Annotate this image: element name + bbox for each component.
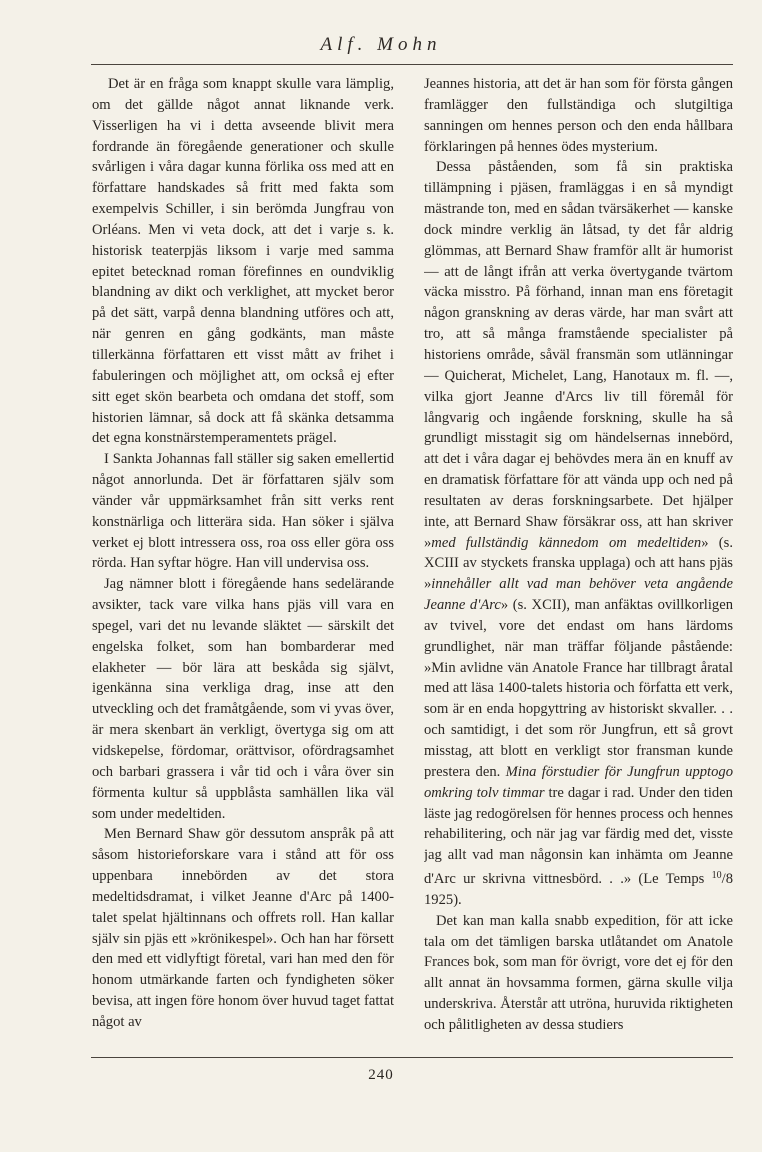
text-run: 1925). bbox=[424, 891, 462, 908]
paragraph: Jeannes historia, att det är han som för första gången framlägger den fullständiga och slutgiltiga sanningen om hennes person och den enda hållbara förklaringen på hennes ödes mysterium. bbox=[424, 76, 733, 155]
date-fraction-den: 8 bbox=[725, 871, 733, 888]
quote-italic: med fullständig kännedom om medeltiden bbox=[431, 534, 702, 551]
page-number: 240 bbox=[368, 1067, 394, 1083]
quote-italic: Mina förstudier för Jungfrun upptogo omkring tolv timmar bbox=[424, 763, 733, 801]
left-column bbox=[92, 74, 394, 1054]
paragraph: Det är en fråga som knappt skulle vara lämplig, om det gällde något annat liknande verk. Visserligen ha vi i detta avseende blivit mera fordrande än föregående generationer och skulle svårligen i våra dagar kunna förlika oss med att en författare handskades så fritt med fakta som exempelvis Schiller, i sin berömda Jungfrau von Orléans. Men vi veta dock, att det i varje s. k. historisk teaterpjäs liksom i varje med samma epitet betecknad roman förefinnes en oundviklig blandning av dikt och verklighet, att mycket beror på det sätt, varpå denna blandning utföres och att, när genren en gång godkänts, man måste tillerkänna författaren ett visst mått av frihet i fabuleringen och möjlighet att, om också ej efter sitt eget skön bearbeta och omdana det stoff, som historien lämnar, så dock att få skänka detsamma det egna konstnärstemperamentets prägel. bbox=[92, 76, 394, 447]
date-fraction-num: 10 bbox=[711, 870, 722, 882]
quote-italic: innehåller allt vad man behöver veta angående Jeanne d'Arc bbox=[424, 576, 733, 614]
paragraph: Men Bernard Shaw gör dessutom anspråk på att såsom historieforskare vara i stånd att för oss uppenbara innebörden av det stora medeltidsdramat, i vilket Jeanne d'Arc på 1400-talet spelat hjältinnans och offrets roll. Han kallar själv sin pjäs ett »krönikespel». Och han har försett den med ett vidlyftigt företal, vari han med den för honom utmärkande farten och fyndigheten söker bevisa, att ingen före honom över huvud taget fattat något av bbox=[92, 826, 394, 1030]
paragraph: Dessa påståenden, som få sin praktiska tillämpning i pjäsen, framläggas i en så myndigt mästrande ton, med en sådan tvärsäkerhet — kanske dock mindre verklig än låtsad, ty det får aldrig glömmas, att Bernard Shaw framför allt är humorist — att de långt ifrån att verka övertygande tvärtom väcka misstro. På förhand, innan man ens företagit någon granskning av deras värde, har man svårt att tro, att så många framstående specialister på historiens område, såväl fransmän som utlänningar — Quicherat, Michelet, Lang, Hanotaux m. fl. —, vilka gjort Jeanne d'Arcs liv till föremål för långvarig och ingående forskning, skulle ha så grundligt misstagit sig om händelsernas innebörd, att det i våra dagar ej behövdes mera än en knuff av en dramatisk författare för att vända upp och ned på resultaten av deras forskningsarbete. Det hjälper inte, att Bernard Shaw försäkrar oss, att han skriver »med fullständig kännedom om medeltiden» (s. XCIII av styckets franska upplaga) och att hans pjäs »innehåller allt vad man behöver veta angående Jeanne d'Arc» (s. XCII), man anfäktas ovillkorligen av tvivel, vore det endast om hans lärdoms grundlighet, när man träffar följande påstående: »Min avlidne vän Anatole France har tillbragt åratal med att läsa 1400-talets historia och författa ett verk, som är en enda hopgyttring av historiskt skvaller. . . och samtidigt, i det som rör Jungfrun, ett så grovt misstag, att blott en verkligt stor fransman kunde prestera den. Mina förstudier för Jungfrun upptogo omkring tolv timmar tre dagar i rad. Under den tiden läste jag redogörelsen för hennes process och hennes rehabilitering, och när jag var färdig med det, visste jag allt vad man någonsin kan inhämta om Jeanne d'Arc ur skrivna vittnesbörd. . .» (Le Temps $^{10}$/8 1925). bbox=[424, 159, 733, 908]
right-column bbox=[424, 74, 733, 1054]
text-run: Dessa påståenden, som få sin praktiska tillämpning i pjäsen, framläggas i en så myndigt mästrande ton, med en sådan tvärsäkerhet — kanske dock mindre verklig än låtsad, ty det får aldrig glömmas, att Bernard Shaw framför allt är humorist — att de långt ifrån att verka övertygande tvärtom väcka misstro. På förhand, innan man ens företagit någon granskning av deras värde, har man svårt att tro, att så många framstående specialister på historiens område, såväl fransmän som utlänningar — Quicherat, Michelet, Lang, Hanotaux m. fl. —, vilka gjort Jeanne d'Arcs liv till föremål för långvarig och ingående forskning, skulle ha så grundligt misstagit sig om händelsernas innebörd, att det i våra dagar ej behövdes mera än en knuff av en dramatisk författare för att vända upp och ned på resultaten av deras forskningsarbete. Det hjälper inte, att Bernard Shaw försäkrar oss, att han skriver » bbox=[424, 159, 733, 551]
paragraph: I Sankta Johannas fall ställer sig saken emellertid något annorlunda. Det är författaren själv som vänder vår uppmärksamhet från sitt verks rent konstnärliga och litterära sida. Han söker i själva verket ej blott intressera oss, roa oss eller göra oss rörda. Han syftar högre. Han vill undervisa oss. bbox=[92, 451, 394, 572]
paragraph: Jag nämner blott i föregående hans sedelärande avsikter, tack vare vilka hans pjäs vill vara en spegel, vari det nu levande släktet — särskilt det engelska folket, som han bombarderar med elakheter — bör lära att beskåda sig självt, igenkänna sina verkliga drag, inse att den utveckling och det framåtgående, som vi yvas över, är mera skenbart än verkligt, övertyga sig om att vidskepelse, fördomar, orättvisor, ofördragsamhet och barbari grassera i vår tid och i våra över sin förmenta kultur så uppblåsta samhällen lika väl som under medeltiden. bbox=[92, 576, 394, 822]
text-run: » (s. XCII), man anfäktas ovillkorligen av tvivel, vore det endast om hans lärdoms grundlighet, när man träffar följande påstående: »Min avlidne vän Anatole France har tillbragt åratal med att läsa 1400-talets historia och författa ett verk, som är en enda hopgyttring av historiskt skvaller. . . och samtidigt, i det som rör Jungfrun, ett så grovt misstag, att blott en verkligt stor fransman kunde prestera den. bbox=[424, 597, 733, 780]
text-run: » (s. XCIII av styckets franska upplaga) och att hans pjäs » bbox=[424, 534, 733, 593]
paragraph: Det kan man kalla snabb expedition, för att icke tala om det tämligen barska utlåtandet om Anatole Frances bok, som man för övrigt, vore det ej för den allt annat än hovsamma formen, gärna skulle vilja underskriva. Återstår att utröna, huruvida riktigheten och pålitligheten av dessa studiers bbox=[424, 912, 733, 1033]
running-head: Alf. Mohn bbox=[320, 34, 442, 55]
text-run: tre dagar i rad. Under den tiden läste jag redogörelsen för hennes process och hennes rehabilitering, och när jag var färdig med det, visste jag allt vad man någonsin kan inhämta om Jeanne d'Arc ur skrivna vittnesbörd. . .» (Le Temps bbox=[424, 784, 733, 888]
header-rule bbox=[91, 64, 733, 65]
footer-rule bbox=[91, 1057, 733, 1058]
